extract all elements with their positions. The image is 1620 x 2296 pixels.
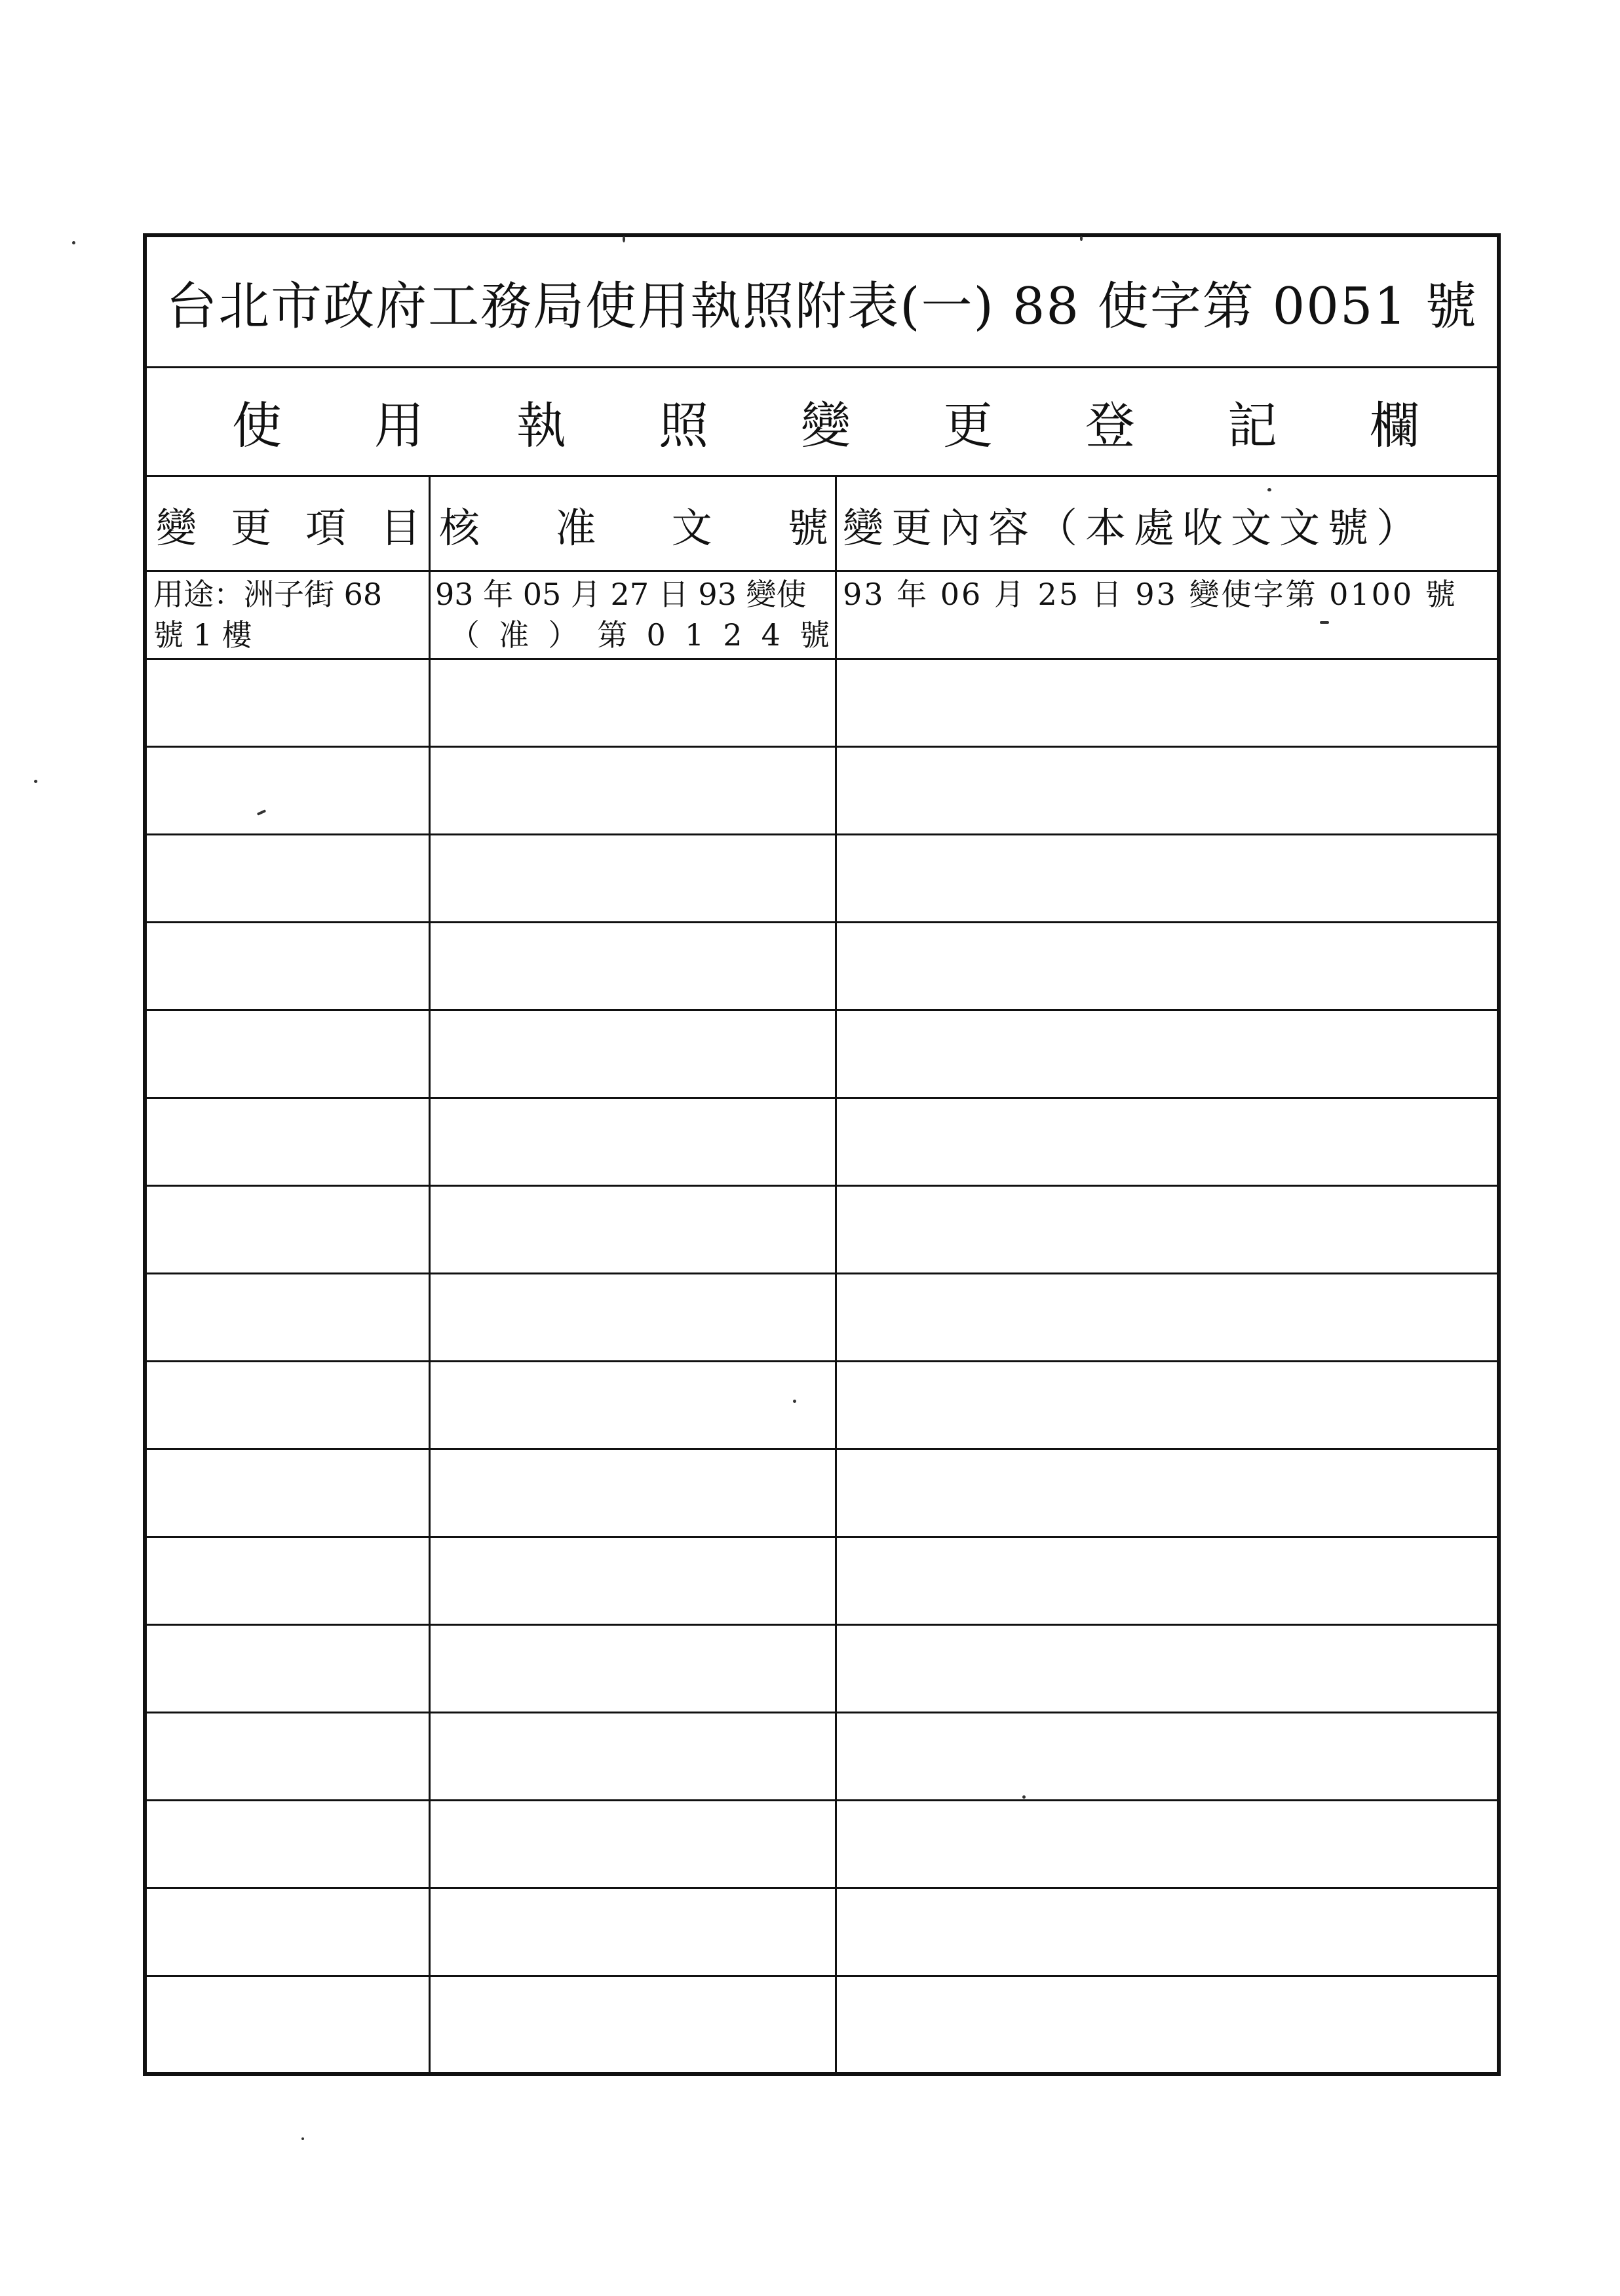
row-divider (147, 1536, 1497, 1538)
row-divider (147, 1624, 1497, 1626)
row-divider (147, 658, 1497, 660)
column-divider (429, 477, 431, 2072)
row-divider (147, 1185, 1497, 1187)
row-divider (147, 1799, 1497, 1801)
section-title-char: 登 (1085, 396, 1135, 455)
header-approval-number: 核 准 文 號 (439, 503, 828, 552)
document-title: 台北市政府工務局使用執照附表(一) 88 使字第 0051 號 (147, 237, 1497, 368)
row-divider (147, 1009, 1497, 1011)
section-title-char: 欄 (1370, 396, 1419, 455)
scan-speck (72, 241, 75, 244)
header-change-content: 變更內容（本處收文文號） (843, 503, 1425, 552)
row-divider (147, 921, 1497, 923)
row-divider (147, 746, 1497, 748)
row-divider (147, 1360, 1497, 1362)
column-divider (835, 477, 837, 2072)
row1-change-item: 用途：洲子街 68 號 1 樓 (153, 577, 383, 653)
scan-speck (301, 2137, 304, 2140)
row-divider (147, 1272, 1497, 1274)
section-title (147, 368, 1497, 477)
header-change-item: 變 更 項 目 (156, 503, 421, 552)
section-title-char: 用 (374, 396, 424, 455)
section-title-char: 更 (943, 396, 993, 455)
section-title-char: 照 (659, 396, 708, 455)
row-divider (147, 1887, 1497, 1889)
row-divider (147, 1975, 1497, 1977)
section-title-char: 變 (801, 396, 851, 455)
row1-approval-number: 93 年 05 月 27 日 93 變使 （ 准 ） 第 0 1 2 4 號 (435, 577, 830, 653)
scan-speck (1022, 1795, 1026, 1799)
scan-speck (1320, 621, 1329, 624)
row-divider (147, 1097, 1497, 1099)
scan-speck (1267, 488, 1271, 491)
license-annex-table (143, 233, 1501, 2076)
section-title-char: 執 (516, 396, 566, 455)
section-title-char: 使 (232, 396, 282, 455)
row-divider (147, 570, 1497, 572)
row-divider (147, 833, 1497, 835)
row1-change-content: 93 年 06 月 25 日 93 變使字第 0100 號 (843, 577, 1457, 612)
scan-speck (1080, 236, 1083, 241)
section-title-char: 記 (1227, 396, 1277, 455)
row-divider (147, 1448, 1497, 1450)
row-divider (147, 1712, 1497, 1713)
scan-speck (793, 1400, 796, 1403)
scan-speck (623, 236, 625, 242)
scan-speck (34, 780, 37, 783)
